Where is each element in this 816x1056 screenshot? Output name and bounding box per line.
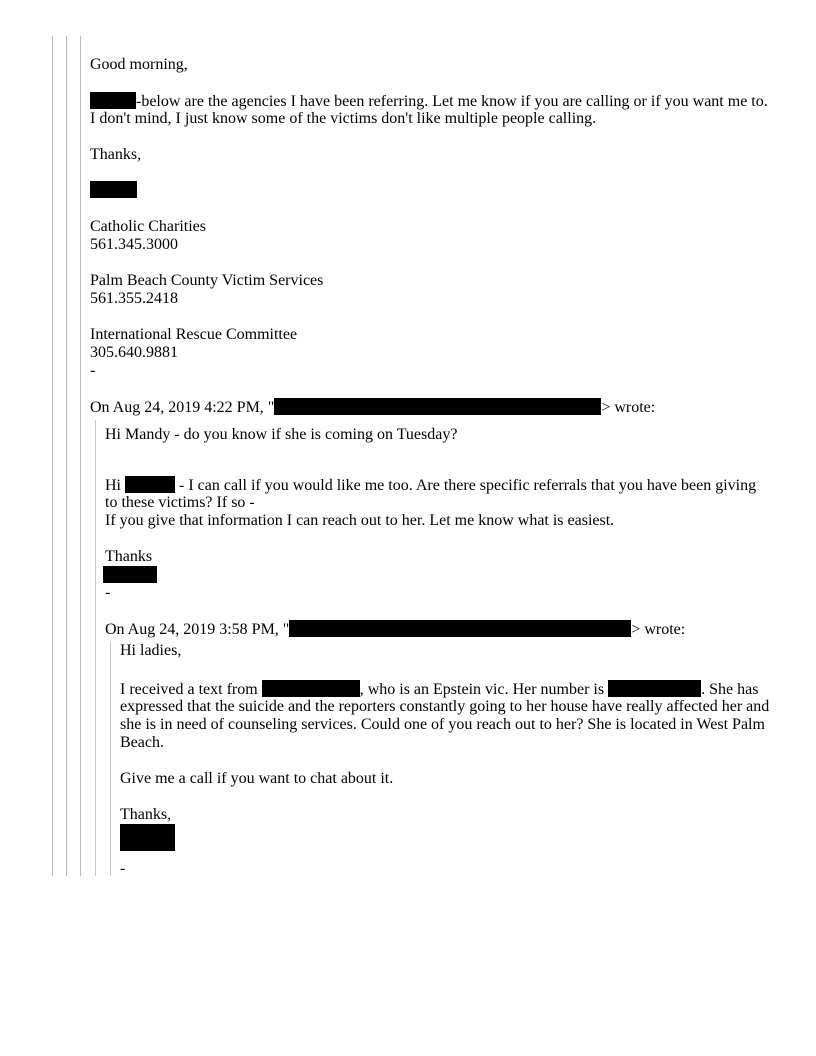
redaction bbox=[262, 680, 360, 697]
agency-phone: 305.640.9881 bbox=[90, 344, 178, 361]
reply-line-2: to these victims? If so - bbox=[105, 494, 255, 511]
redaction bbox=[90, 92, 136, 109]
agency-phone: 561.355.2418 bbox=[90, 290, 178, 307]
signature-dash: - bbox=[105, 584, 111, 601]
signature-redaction bbox=[103, 566, 157, 583]
quote-rule bbox=[80, 36, 81, 876]
quote-rule bbox=[66, 36, 67, 876]
body-line-1: -below are the agencies I have been referring. Let me know if you are calling or if you want me to. bbox=[90, 92, 768, 111]
redaction bbox=[274, 398, 601, 415]
question: Hi Mandy - do you know if she is coming on Tuesday? bbox=[105, 426, 458, 443]
message-line-4: Beach. bbox=[120, 734, 164, 751]
thanks: Thanks bbox=[105, 548, 153, 565]
message-line-3: she is in need of counseling services. Could one of you reach out to her? She is located in West Palm bbox=[120, 716, 765, 733]
agency-phone: 561.345.3000 bbox=[90, 236, 178, 253]
call-line: Give me a call if you want to chat about it. bbox=[120, 770, 394, 787]
body-line-2: I don't mind, I just know some of the victims don't like multiple people calling. bbox=[90, 110, 597, 127]
agency-name: Palm Beach County Victim Services bbox=[90, 272, 324, 289]
quote-rule bbox=[52, 36, 53, 876]
signature-redaction bbox=[120, 824, 175, 851]
reply-line-3: If you give that information I can reach out to her. Let me know what is easiest. bbox=[105, 512, 615, 529]
redaction bbox=[608, 680, 701, 697]
redaction bbox=[289, 620, 631, 637]
thanks: Thanks, bbox=[120, 806, 172, 823]
reply-line-1: Hi - I can call if you would like me too. Are there specific referrals that you have been giving bbox=[105, 477, 757, 494]
message-line-2: expressed that the suicide and the reporters constantly going to her house have really affected her and bbox=[120, 698, 770, 715]
message-line-1: I received a text from , who is an Epstein vic. Her number is . She has bbox=[120, 681, 759, 698]
agency-name: International Rescue Committee bbox=[90, 326, 298, 343]
quote-header: On Aug 24, 2019 4:22 PM, " > wrote: bbox=[90, 399, 656, 416]
agency-name: Catholic Charities bbox=[90, 218, 206, 235]
signature-dash: - bbox=[120, 860, 126, 877]
greeting: Good morning, bbox=[90, 56, 188, 73]
redaction bbox=[125, 476, 175, 493]
thanks: Thanks, bbox=[90, 146, 142, 163]
greeting: Hi ladies, bbox=[120, 642, 182, 659]
quote-bar bbox=[110, 642, 111, 876]
quote-header: On Aug 24, 2019 3:58 PM, " > wrote: bbox=[105, 621, 686, 638]
quote-bar bbox=[95, 420, 96, 876]
signature-dash: - bbox=[90, 362, 96, 379]
signature-redaction bbox=[90, 181, 137, 198]
